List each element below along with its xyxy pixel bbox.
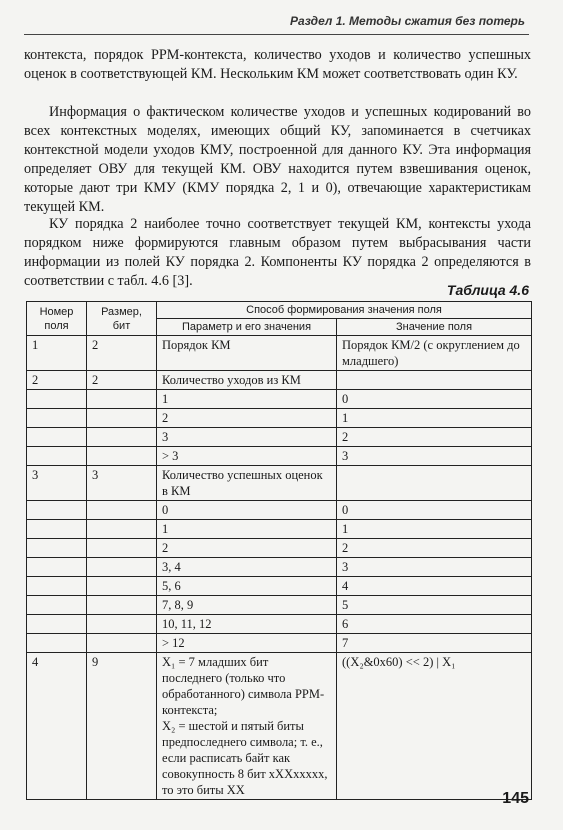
- header-method: Способ формирования значения поля: [157, 302, 532, 319]
- cell-param: 10, 11, 12: [157, 615, 337, 634]
- cell-field-number: [27, 428, 87, 447]
- data-table: [26, 301, 532, 800]
- cell-value: [337, 466, 532, 501]
- cell-size-bits: [87, 409, 157, 428]
- cell-param: 5, 6: [157, 577, 337, 596]
- header-field-number: Номер поля: [27, 302, 87, 336]
- table-row: [27, 466, 532, 501]
- header-divider: [24, 34, 529, 35]
- paragraph-2: Информация о фактическом количестве уходов и успешных кодирований во всех контекстных моделях, имеющих общий КУ, запоминается в счетчиках контекстной модели уходов КМУ, построенной для данного КУ. Эта информация определяет ОВУ для текущей КМ. ОВУ находится путем взвешивания оценок, которые дают три КМУ (КМУ порядка 2, 1 и 0), отвечающие характеристикам текущей КМ.: [24, 104, 531, 215]
- cell-param: Порядок КМ: [157, 336, 337, 371]
- table-row: [27, 634, 532, 653]
- cell-size-bits: [87, 634, 157, 653]
- cell-size-bits: 2: [87, 371, 157, 390]
- cell-value: ((X₂&0x60) << 2) | X₁: [337, 653, 532, 800]
- cell-param: 3: [157, 428, 337, 447]
- table-row: [27, 577, 532, 596]
- cell-param: Количество успешных оценок в КМ: [157, 466, 337, 501]
- cell-param: 7, 8, 9: [157, 596, 337, 615]
- cell-value: 0: [337, 390, 532, 409]
- cell-value: 3: [337, 558, 532, 577]
- table-body: [27, 336, 532, 800]
- cell-value: 4: [337, 577, 532, 596]
- table-row: [27, 409, 532, 428]
- running-title: Раздел 1. Методы сжатия без потерь: [290, 14, 525, 28]
- cell-size-bits: [87, 539, 157, 558]
- cell-size-bits: [87, 447, 157, 466]
- cell-size-bits: [87, 615, 157, 634]
- paragraph-3: КУ порядка 2 наиболее точно соответствует текущей КМ, контексты ухода порядком ниже формируются главным образом путем выбрасывания части информации из полей КУ порядка 2. Компоненты КУ порядка 2 определяются в соответствии с табл. 4.6 [3].: [24, 216, 531, 289]
- cell-field-number: 2: [27, 371, 87, 390]
- cell-param: > 12: [157, 634, 337, 653]
- table-row: [27, 428, 532, 447]
- table-row: [27, 371, 532, 390]
- cell-field-number: 1: [27, 336, 87, 371]
- header-value: Значение поля: [337, 319, 532, 336]
- cell-value: 2: [337, 428, 532, 447]
- cell-field-number: [27, 447, 87, 466]
- cell-field-number: [27, 596, 87, 615]
- cell-param: 1: [157, 520, 337, 539]
- cell-size-bits: [87, 596, 157, 615]
- cell-param: 0: [157, 501, 337, 520]
- cell-size-bits: [87, 428, 157, 447]
- cell-param: 3, 4: [157, 558, 337, 577]
- cell-value: [337, 371, 532, 390]
- table-row: [27, 653, 532, 800]
- cell-field-number: 4: [27, 653, 87, 800]
- table-row: [27, 615, 532, 634]
- cell-value: Порядок КМ/2 (с округлением до младшего): [337, 336, 532, 371]
- table-row: [27, 336, 532, 371]
- table-caption: Таблица 4.6: [446, 282, 529, 298]
- cell-value: 1: [337, 520, 532, 539]
- header-param: Параметр и его значения: [157, 319, 337, 336]
- cell-param: 1: [157, 390, 337, 409]
- cell-field-number: [27, 615, 87, 634]
- table-row: [27, 447, 532, 466]
- cell-size-bits: 3: [87, 466, 157, 501]
- page-number: 145: [502, 790, 529, 807]
- cell-field-number: [27, 577, 87, 596]
- cell-size-bits: 9: [87, 653, 157, 800]
- cell-field-number: [27, 634, 87, 653]
- table-row: [27, 501, 532, 520]
- cell-value: 1: [337, 409, 532, 428]
- cell-value: 3: [337, 447, 532, 466]
- cell-param: X₁ = 7 младших бит последнего (только что обработанного) символа PPM-контекста; X₂ = шестой и пятый биты предпоследнего символа; т. е., если расписать байт как совокупность 8 бит xXXxxxxx, то это биты XX: [157, 653, 337, 800]
- cell-value: 0: [337, 501, 532, 520]
- cell-size-bits: [87, 501, 157, 520]
- cell-field-number: [27, 539, 87, 558]
- cell-size-bits: 2: [87, 336, 157, 371]
- cell-value: 6: [337, 615, 532, 634]
- table-row: [27, 596, 532, 615]
- table-row: [27, 520, 532, 539]
- cell-size-bits: [87, 520, 157, 539]
- table-row: [27, 390, 532, 409]
- cell-field-number: [27, 558, 87, 577]
- table-row: [27, 539, 532, 558]
- cell-size-bits: [87, 558, 157, 577]
- table-row: [27, 558, 532, 577]
- cell-field-number: [27, 520, 87, 539]
- cell-param: Количество уходов из КМ: [157, 371, 337, 390]
- paragraph-1: контекста, порядок PPM-контекста, количество уходов и количество успешных оценок в соответствующей КМ. Нескольким КМ может соответствовать один КУ.: [24, 47, 531, 82]
- cell-param: 2: [157, 409, 337, 428]
- table-header-row: [27, 302, 532, 319]
- cell-value: 7: [337, 634, 532, 653]
- cell-size-bits: [87, 577, 157, 596]
- cell-param: 2: [157, 539, 337, 558]
- cell-size-bits: [87, 390, 157, 409]
- header-size-bits: Размер, бит: [87, 302, 157, 336]
- cell-value: 2: [337, 539, 532, 558]
- cell-field-number: [27, 390, 87, 409]
- cell-value: 5: [337, 596, 532, 615]
- cell-param: > 3: [157, 447, 337, 466]
- cell-field-number: [27, 501, 87, 520]
- cell-field-number: [27, 409, 87, 428]
- cell-field-number: 3: [27, 466, 87, 501]
